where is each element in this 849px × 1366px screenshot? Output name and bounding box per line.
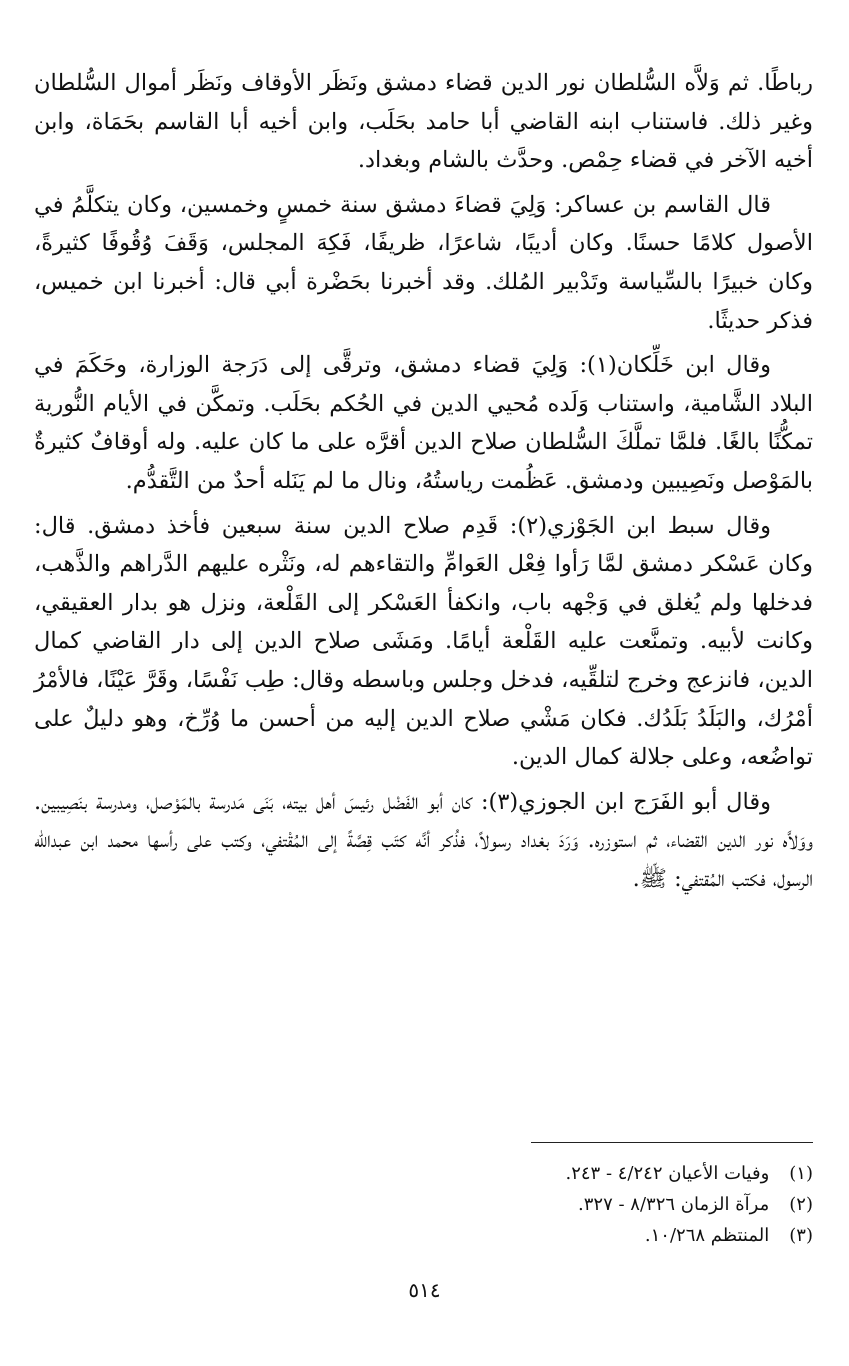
footnote-divider — [531, 1142, 813, 1143]
footnote-item — [300, 1189, 813, 1220]
paragraph: قال القاسم بن عساكر: وَلِيَ قضاءَ دمشق سنة خمسٍ وخمسين، وكان يتكلَّمُ في الأصول كلامًا حسنًا. وكان أديبًا، شاعرًا، ظريفًا، فَكِهَ المجلس، وَقَفَ وُقُوفًا كثيرةً، وكان خبيرًا بالسِّياسة وتَدْبير المُلك. وقد أخبرنا بحَضْرة أبي قال: أخبرنا ابن خميس، فذكر حديثًا. — [34, 191, 813, 334]
page-number: ٥١٤ — [408, 1278, 441, 1302]
footnote-text: مرآة الزمان ٨/٣٢٦ - ٣٢٧. — [578, 1194, 770, 1215]
footnote-number: (٣) — [789, 1225, 813, 1246]
footnotes — [300, 1158, 813, 1251]
footnote-text: وفيات الأعيان ٤/٢٤٢ - ٢٤٣. — [565, 1163, 770, 1184]
paragraph: وقال أبو الفَرَج ابن الجوزي(٣): كان أبو الفَضْل رئيسَ أهل بيته، بَنَى مَدرسة بالمَوْصل، ومدرسة بنَصِيبين. ووَلاَّه نور الدين القضاء، ثم استوزره. وَرَدَ بغداد رسولاً، فذُكر أنَّه كتَب قِصَّةً إلى المُقْتفي، وكتب على رأسها محمد ابن عبدالله الرسول، فكتب المُقتفي: ﷺ. — [34, 788, 813, 892]
paragraph: وقال سبط ابن الجَوْزي(٢): قَدِم صلاح الدين سنة سبعين فأخذ دمشق. قال: وكان عَسْكر دمشق لمَّا رَأوا فِعْل العَوامِّ والتقاءهم له، ونَثْره عليهم الدَّراهم والذَّهب، فدخلها ولم يُغلق في وَجْهه باب، وانكفأ العَسْكر إلى القَلْعة، ونزل هو بدار العقيقي، وكانت لأبيه. وتمنَّعت عليه القَلْعة أيامًا. ومَشَى صلاح الدين إلى دار القاضي كمال الدين، فانزعج وخرج لتلقِّيه، فدخل وجلس وباسطه وقال: طِب نَفْسًا، وقَرَّ عَيْنًا، فالأمْرُ أمْرُك، والبَلَدُ بَلَدُك. فكان مَشْي صلاح الدين إليه من أحسن ما وُرِّخ، وهو دليلٌ على تواضُعه، وعلى جلالة كمال الدين. — [34, 512, 813, 771]
body-text — [34, 64, 813, 904]
footnote-item — [300, 1158, 813, 1189]
footnote-item — [300, 1220, 813, 1251]
footnote-number: (٢) — [789, 1194, 813, 1215]
paragraph: وقال ابن خَلِّكان(١): وَلِيَ قضاء دمشق، وترقَّى إلى دَرَجة الوزارة، وحَكَمَ في البلاد الشَّامية، واستناب وَلَده مُحيي الدين في الحُكم بحَلَب. وتمكَّن في الأيام النُّورية تمكُّنًا بالغًا. فلمَّا تملَّكَ السُّلطان صلاح الدين أقرَّه على ما كان عليه. وله أوقافٌ كثيرةٌ بالمَوْصل ونَصِيبين ودمشق. عَظُمت رياستُهُ، ونال ما لم يَنَله أحدٌ من التَّقدُّم. — [34, 352, 813, 494]
paragraph: رباطًا. ثم وَلاَّه السُّلطان نور الدين قضاء دمشق ونَظَر الأوقاف ونَظَر أموال السُّلطان وغير ذلك. فاستناب ابنه القاضي أبا حامد بحَلَب، وابن أخيه أبا القاسم بحَمَاة، وابن أخيه الآخر في قضاء حِمْص. وحدَّث بالشام وبغداد. — [34, 70, 813, 174]
footnote-number: (١) — [789, 1163, 813, 1184]
footnote-text: المنتظم ١٠/٢٦٨. — [644, 1225, 770, 1246]
